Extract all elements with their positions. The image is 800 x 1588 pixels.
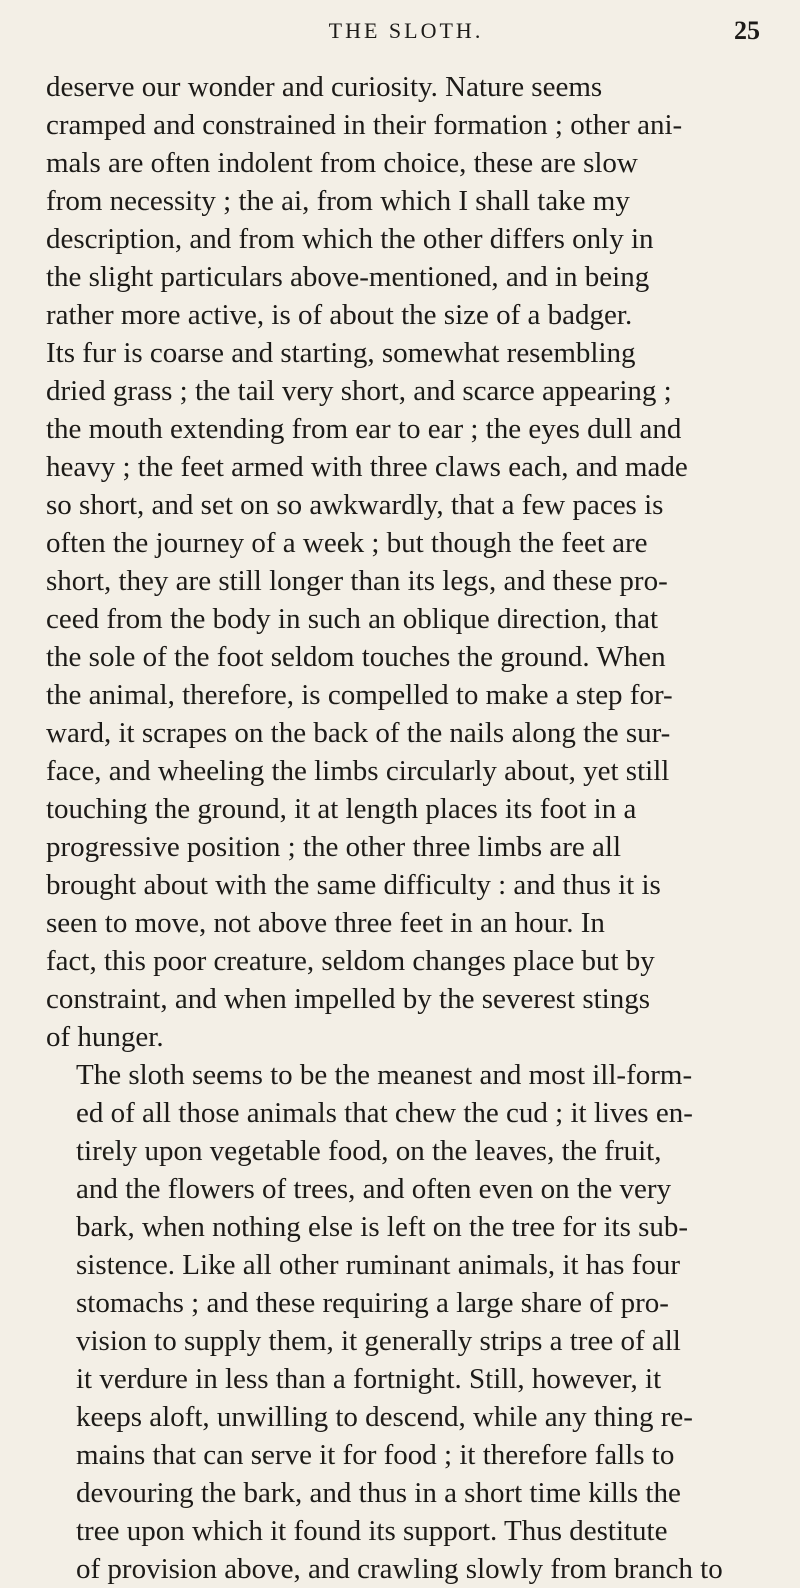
text-line: progressive position ; the other three limbs are all (46, 831, 622, 863)
text-line: brought about with the same difficulty : and thus it is (46, 869, 661, 901)
page-title: THE SLOTH. (328, 18, 484, 43)
text-line: the mouth extending from ear to ear ; the eyes dull and (46, 413, 682, 445)
text-line: ceed from the body in such an oblique direction, that (46, 603, 659, 635)
text-line: short, they are still longer than its legs, and these pro- (46, 565, 668, 597)
text-line: and the flowers of trees, and often even on the very (76, 1173, 672, 1205)
text-line: description, and from which the other differs only in (46, 223, 654, 255)
text-line: cramped and constrained in their formation ; other ani- (46, 109, 683, 141)
text-line: constraint, and when impelled by the severest stings (46, 983, 651, 1015)
text-line: tirely upon vegetable food, on the leaves, the fruit, (76, 1135, 662, 1167)
text-line: the animal, therefore, is compelled to make a step for- (46, 679, 673, 711)
running-head (46, 10, 766, 68)
text-line: the sole of the foot seldom touches the ground. When (46, 641, 666, 673)
text-line: stomachs ; and these requiring a large share of pro- (76, 1287, 669, 1319)
text-line: tree upon which it found its support. Thus destitute (76, 1515, 668, 1547)
text-line: dried grass ; the tail very short, and scarce appearing ; (46, 375, 672, 407)
text-line: Its fur is coarse and starting, somewhat resembling (46, 337, 636, 369)
text-line: fact, this poor creature, seldom changes place but by (46, 945, 655, 977)
paragraph (46, 1056, 766, 1588)
text-line: ward, it scrapes on the back of the nails along the sur- (46, 717, 671, 749)
text-line: it verdure in less than a fortnight. Still, however, it (76, 1363, 662, 1395)
text-line: keeps aloft, unwilling to descend, while any thing re- (76, 1401, 693, 1433)
text-line: sistence. Like all other ruminant animals, it has four (76, 1249, 681, 1281)
text-line: The sloth seems to be the meanest and most ill-form- (76, 1059, 693, 1091)
text-line: from necessity ; the ai, from which I shall take my (46, 185, 630, 217)
text-line: mains that can serve it for food ; it therefore falls to (76, 1439, 675, 1471)
text-line: touching the ground, it at length places its foot in a (46, 793, 637, 825)
text-line: face, and wheeling the limbs circularly about, yet still (46, 755, 670, 787)
text-line: of hunger. (46, 1021, 164, 1053)
paragraph (46, 68, 766, 1056)
text-line: the slight particulars above-mentioned, and in being (46, 261, 650, 293)
text-line: often the journey of a week ; but though the feet are (46, 527, 648, 559)
text-line: heavy ; the feet armed with three claws each, and made (46, 451, 688, 483)
text-line: deserve our wonder and curiosity. Nature seems (46, 71, 603, 103)
text-line: bark, when nothing else is left on the tree for its sub- (76, 1211, 689, 1243)
text-line: ed of all those animals that chew the cud ; it lives en- (76, 1097, 693, 1129)
text-line: so short, and set on so awkwardly, that a few paces is (46, 489, 664, 521)
text-line: mals are often indolent from choice, these are slow (46, 147, 638, 179)
text-line: vision to supply them, it generally strips a tree of all (76, 1325, 681, 1357)
text-line: devouring the bark, and thus in a short time kills the (76, 1477, 681, 1509)
page-number: 25 (734, 16, 760, 45)
text-line: of provision above, and crawling slowly from branch to (76, 1553, 723, 1585)
text-line: seen to move, not above three feet in an hour. In (46, 907, 605, 939)
text-line: rather more active, is of about the size of a badger. (46, 299, 633, 331)
body-text (46, 68, 766, 1588)
